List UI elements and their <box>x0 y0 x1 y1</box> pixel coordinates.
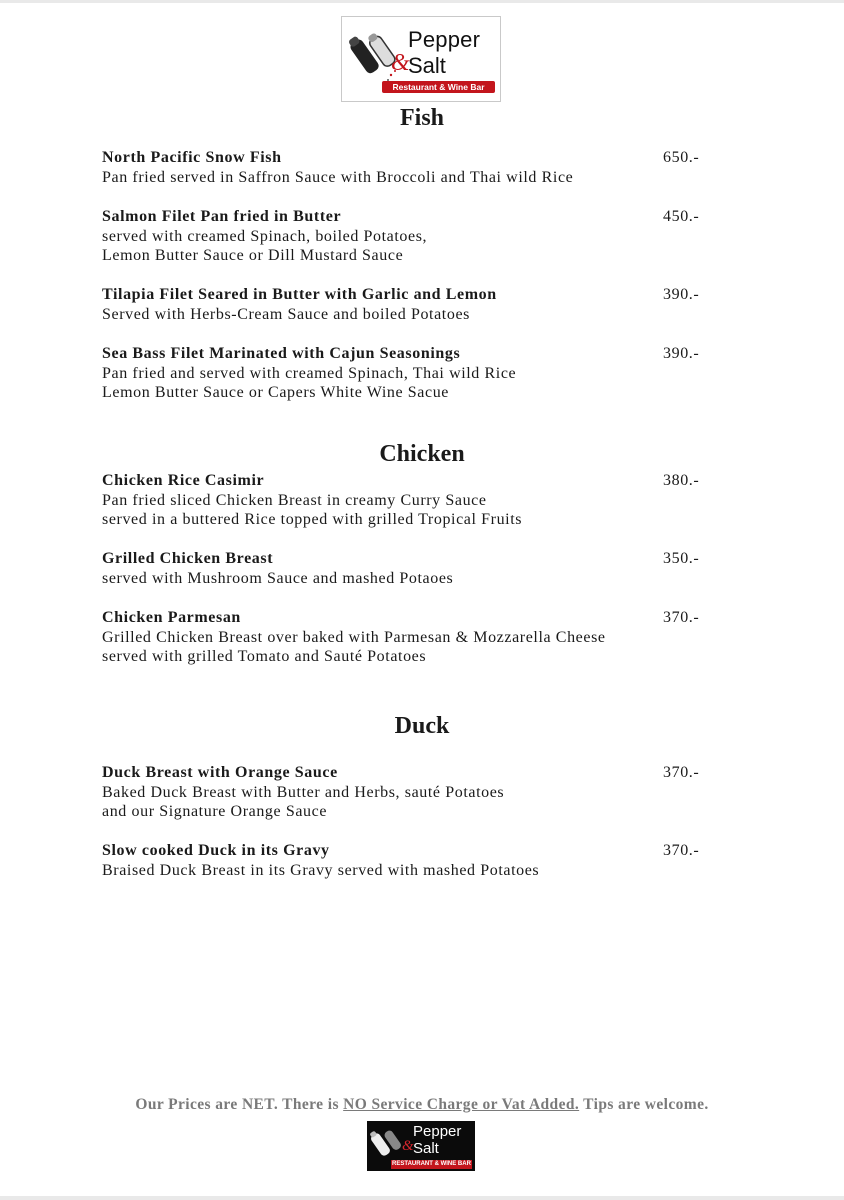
pricing-note-text: Tips are welcome. <box>579 1096 709 1113</box>
item-price: 650.- <box>663 149 700 166</box>
footer-logo-salt: Salt <box>413 1140 439 1157</box>
item-name: Tilapia Filet Seared in Butter with Garlic and Lemon <box>102 286 497 303</box>
item-price: 390.- <box>663 345 700 362</box>
item-description: Grilled Chicken Breast over baked with Parmesan & Mozzarella Cheese <box>102 629 606 646</box>
section-title-fish: Fish <box>399 105 444 131</box>
item-description: served with creamed Spinach, boiled Potatoes, <box>102 228 428 245</box>
section-title-chicken: Chicken <box>379 441 465 467</box>
item-name: Duck Breast with Orange Sauce <box>102 764 338 781</box>
logo-tagline: Restaurant & Wine Bar <box>382 81 495 93</box>
footer-logo <box>367 1121 475 1171</box>
item-description: Pan fried and served with creamed Spinach, Thai wild Rice <box>102 365 517 382</box>
pricing-note-underlined: NO Service Charge or Vat Added. <box>343 1096 580 1113</box>
footer-logo-pepper: Pepper <box>413 1123 462 1140</box>
item-price: 450.- <box>663 208 700 225</box>
logo-salt-text: Salt <box>408 53 446 78</box>
item-price: 370.- <box>663 842 700 859</box>
item-name: Sea Bass Filet Marinated with Cajun Seasonings <box>102 345 461 362</box>
item-name: Salmon Filet Pan fried in Butter <box>102 208 342 225</box>
item-description: Lemon Butter Sauce or Dill Mustard Sauce <box>102 247 404 264</box>
item-description: Pan fried served in Saffron Sauce with Broccoli and Thai wild Rice <box>102 169 574 186</box>
pricing-note-text: Our Prices are NET. There is <box>135 1096 344 1113</box>
section-title-duck: Duck <box>394 713 450 739</box>
restaurant-logo <box>341 16 501 102</box>
item-description: Lemon Butter Sauce or Capers White Wine Sacue <box>102 384 449 401</box>
logo-pepper-text: Pepper <box>408 27 481 52</box>
item-description: Braised Duck Breast in its Gravy served with mashed Potatoes <box>102 862 540 879</box>
item-description: Baked Duck Breast with Butter and Herbs, sauté Potatoes <box>102 784 505 801</box>
item-price: 350.- <box>663 550 700 567</box>
item-name: Chicken Rice Casimir <box>102 472 265 489</box>
footer-logo-ampersand: & <box>402 1138 414 1154</box>
top-border <box>0 0 844 3</box>
item-price: 390.- <box>663 286 700 303</box>
item-name: Grilled Chicken Breast <box>102 550 274 567</box>
item-price: 370.- <box>663 764 700 781</box>
pricing-note <box>0 1096 844 1114</box>
item-price: 370.- <box>663 609 700 626</box>
item-description: served in a buttered Rice topped with grilled Tropical Fruits <box>102 511 523 528</box>
item-price: 380.- <box>663 472 700 489</box>
logo-ampersand: & <box>391 50 410 76</box>
item-description: and our Signature Orange Sauce <box>102 803 328 820</box>
item-name: Chicken Parmesan <box>102 609 241 626</box>
item-description: served with Mushroom Sauce and mashed Potaoes <box>102 570 454 587</box>
item-name: Slow cooked Duck in its Gravy <box>102 842 330 859</box>
item-description: served with grilled Tomato and Sauté Potatoes <box>102 648 427 665</box>
item-description: Served with Herbs-Cream Sauce and boiled Potatoes <box>102 306 470 323</box>
footer-logo-tagline: RESTAURANT & WINE BAR <box>392 1161 471 1167</box>
item-name: North Pacific Snow Fish <box>102 149 282 166</box>
item-description: Pan fried sliced Chicken Breast in creamy Curry Sauce <box>102 492 487 509</box>
bottom-border <box>0 1196 844 1200</box>
